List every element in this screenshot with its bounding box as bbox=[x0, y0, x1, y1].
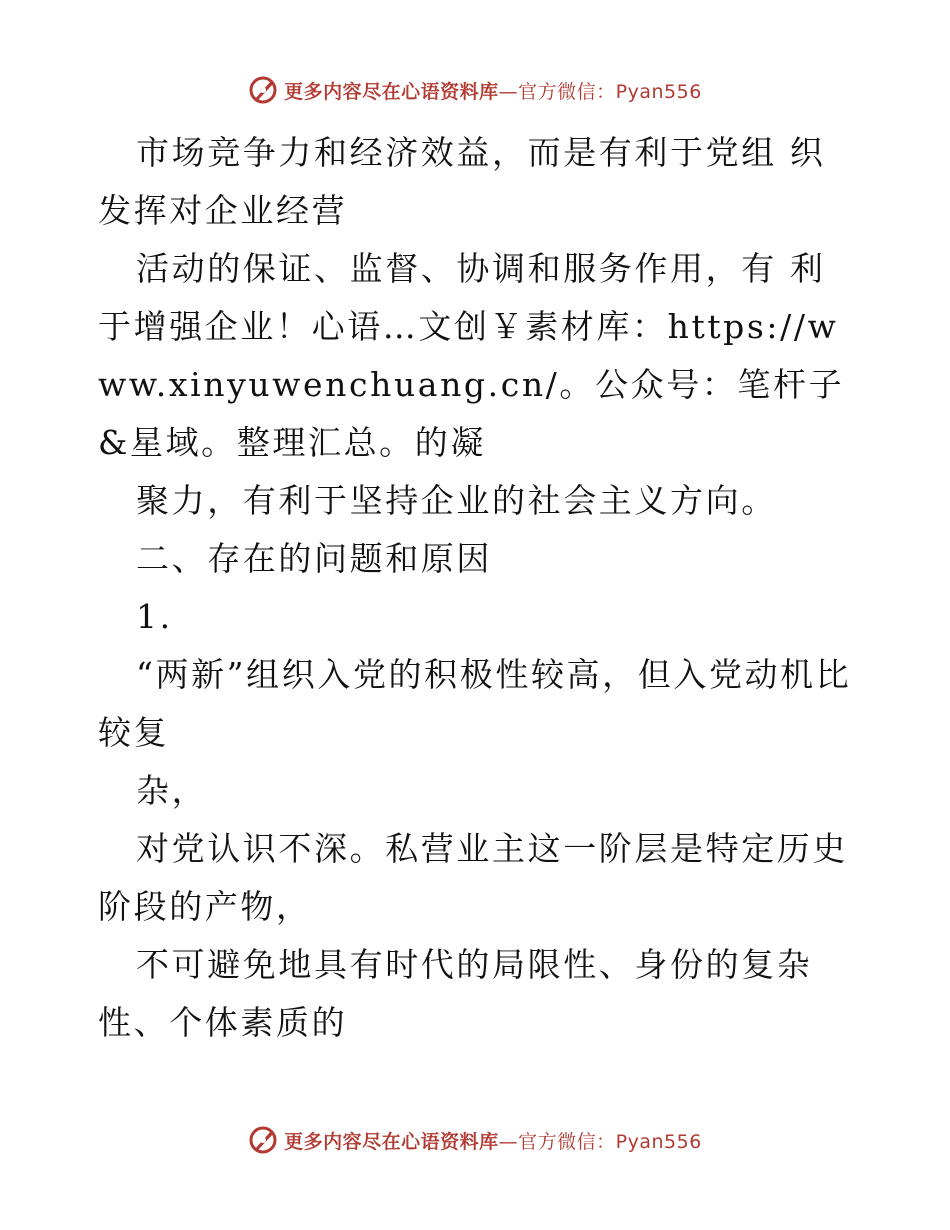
paragraph: 杂， bbox=[136, 771, 208, 810]
paragraph: 活动的保证、监督、协调和服务作用，有 利于增强企业！心语…文创￥素材库：https://www.xinyuwenchuang.cn/。公众号：笔杆子&星域。整理汇总。的凝 bbox=[98, 249, 845, 462]
section-heading: 二、存在的问题和原因 bbox=[136, 539, 492, 578]
footer-contact-text: —官方微信：Pyan556 bbox=[498, 1130, 702, 1153]
paragraph: 市场竞争力和经济效益，而是有利于党组 织发挥对企业经营 bbox=[98, 133, 826, 230]
paragraph: “两新”组织入党的积极性较高，但入党动机比较复 bbox=[98, 655, 852, 752]
header-banner bbox=[0, 70, 950, 110]
paragraph: 对党认识不深。私营业主这一阶层是特定历史阶段的产物， bbox=[98, 829, 848, 926]
list-number: 1. bbox=[136, 597, 173, 636]
header-brand-text: 更多内容尽在心语资料库 bbox=[284, 80, 499, 103]
quill-logo-icon bbox=[248, 1125, 278, 1155]
quill-logo-icon bbox=[248, 75, 278, 105]
header-contact-text: —官方微信：Pyan556 bbox=[498, 80, 702, 103]
footer-brand-text: 更多内容尽在心语资料库 bbox=[284, 1130, 499, 1153]
paragraph: 不可避免地具有时代的局限性、身份的复杂性、个体素质的 bbox=[98, 945, 813, 1042]
document-body bbox=[98, 124, 858, 1052]
footer-banner bbox=[0, 1120, 950, 1160]
paragraph: 聚力，有利于坚持企业的社会主义方向。 bbox=[136, 481, 777, 520]
